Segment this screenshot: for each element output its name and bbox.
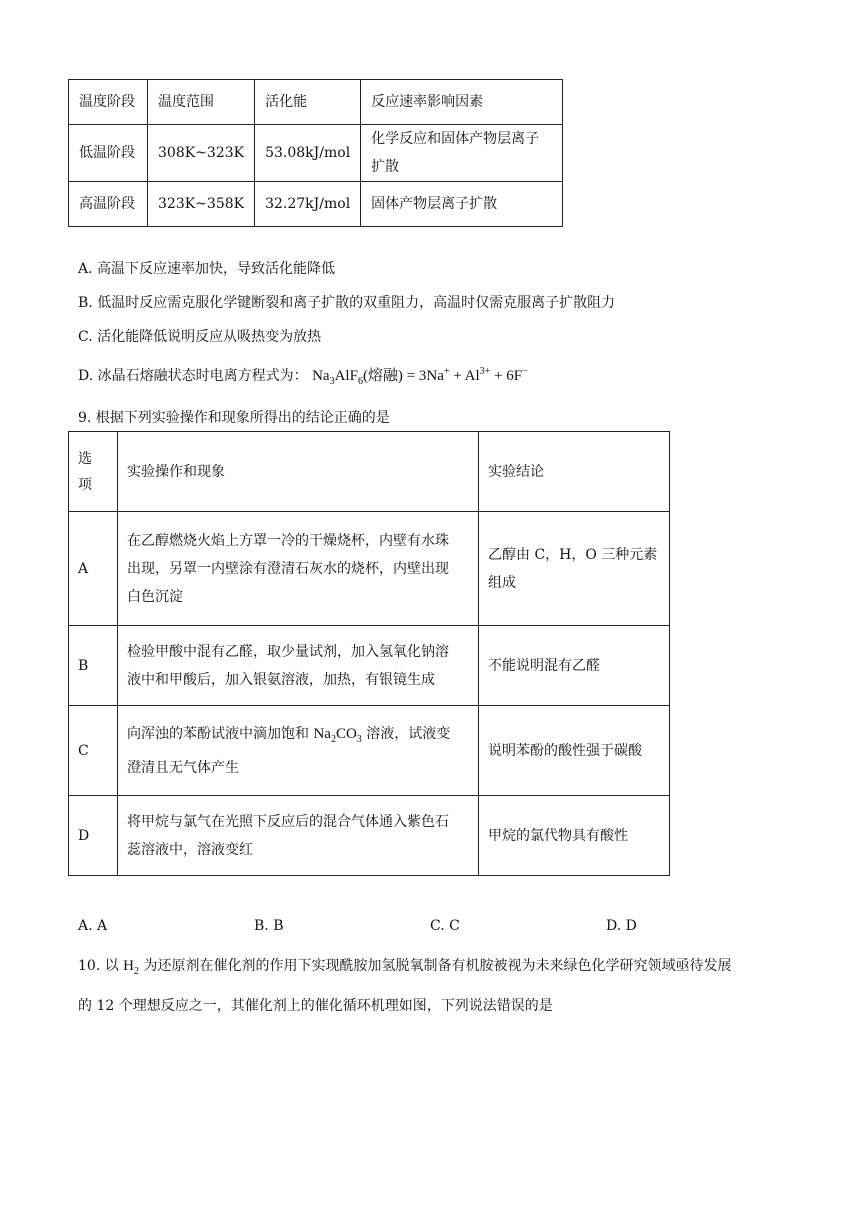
table-cell: 323K~358K [148,182,255,227]
question-10-line1: 10. 以 $H_2$ 为还原剂在催化剂的作用下实现酰胺加氢脱氧制备有机胺被视为未来绿色化学研究领域亟待发展 [78,958,732,977]
header-conclusion: 实验结论 [479,432,670,512]
table-row [69,706,670,796]
experiment-table [68,431,670,876]
operation-cell: 在乙醇燃烧火焰上方罩一冷的干燥烧杯，内壁有水珠 出现，另罩一内壁涂有澄清石灰水的烧杯，内壁出现 白色沉淀 [118,512,479,626]
option-a: A. 高温下反应速率加快，导致活化能降低 [78,261,336,277]
question-9-stem: 9. 根据下列实验操作和现象所得出的结论正确的是 [78,410,390,426]
conclusion-cell: 乙醇由 C，H，O 三种元素 组成 [479,512,670,626]
header-cell: 温度阶段 [69,80,148,125]
option-cell: C [69,706,118,796]
table-cell: 低温阶段 [69,125,148,182]
table-row [69,796,670,876]
header-cell: 温度范围 [148,80,255,125]
header-cell: 反应速率影响因素 [361,80,563,125]
na2co3-formula: $Na_2CO_3$ [313,725,362,745]
table-row [69,626,670,706]
table-cell: 高温阶段 [69,182,148,227]
ionization-equation: $Na_3AlF_6$(熔融) = $3Na^+ + Al^{3+} + 6F^-$ [312,366,528,387]
table-row [69,125,563,182]
table-cell: 化学反应和固体产物层离子扩散 [361,125,563,182]
choice-c: C. C [430,918,460,934]
option-c: C. 活化能降低说明反应从吸热变为放热 [78,329,322,345]
choice-d: D. D [606,918,637,934]
table-cell: 308K~323K [148,125,255,182]
header-cell: 活化能 [255,80,361,125]
option-d [78,364,528,387]
h2-formula: $H_2$ [123,958,140,977]
table-row [69,512,670,626]
header-option: 选 项 [69,432,118,512]
option-cell: B [69,626,118,706]
option-cell: D [69,796,118,876]
choice-b: B. B [254,918,284,934]
choice-a: A. A [78,918,108,934]
table-cell: 53.08kJ/mol [255,125,361,182]
question-10-line2: 的 12 个理想反应之一，其催化剂上的催化循环机理如图，下列说法错误的是 [78,998,553,1014]
conclusion-cell: 不能说明混有乙醛 [479,626,670,706]
option-d-text: D. 冰晶石熔融状态时电离方程式为： [78,368,308,384]
operation-cell: 将甲烷与氯气在光照下反应后的混合气体通入紫色石 蕊溶液中，溶液变红 [118,796,479,876]
table-cell: 32.27kJ/mol [255,182,361,227]
operation-cell: 向浑浊的苯酚试液中滴加饱和 $Na_2CO_3$ 溶液，试液变 澄清且无气体产生 [118,706,479,796]
header-operation: 实验操作和现象 [118,432,479,512]
activation-energy-table [68,79,563,227]
option-b: B. 低温时反应需克服化学键断裂和离子扩散的双重阻力，高温时仅需克服离子扩散阻力 [78,295,616,311]
table-header-row [69,80,563,125]
table-header-row [69,432,670,512]
operation-cell: 检验甲酸中混有乙醛，取少量试剂，加入氢氧化钠溶 液中和甲酸后，加入银氨溶液，加热，有银镜生成 [118,626,479,706]
option-cell: A [69,512,118,626]
conclusion-cell: 甲烷的氯代物具有酸性 [479,796,670,876]
conclusion-cell: 说明苯酚的酸性强于碳酸 [479,706,670,796]
table-row [69,182,563,227]
table-cell: 固体产物层离子扩散 [361,182,563,227]
